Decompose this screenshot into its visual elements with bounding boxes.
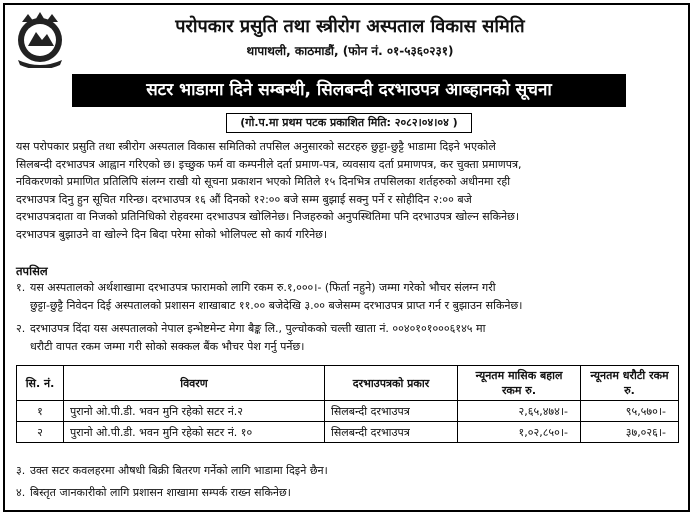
table-cell: २,६५,४७४।- — [458, 401, 581, 422]
table-cell: सिलबन्दी दरभाउपत्र — [325, 422, 458, 443]
government-emblem-icon — [14, 10, 66, 68]
organization-address: थापाथली, काठमाडौं, (फोन नं. ०१-५३६०२३१) — [246, 44, 454, 58]
table-cell: १ — [17, 401, 64, 422]
intro-line: दरभाउपत्र बुझाउने वा खोल्ने दिन बिदा परेमा सोको भोलिपल्ट सो कार्य गरिनेछ। — [16, 227, 328, 241]
list-item-line: छुट्टा-छुट्टै निवेदन दिई अस्पतालको प्रशासन शाखाबाट ११.०० बजेदेखि ३.०० बजेसम्म दरभाउपत्र प्राप्त गर्न र बुझाउन सकिनेछ। — [30, 298, 523, 312]
table-row — [17, 422, 679, 443]
list-item — [16, 462, 679, 480]
column-header: सि. नं. — [17, 366, 64, 401]
column-header: विवरण — [64, 366, 325, 401]
table-cell: सिलबन्दी दरभाउपत्र — [325, 401, 458, 422]
list-item-line: धरौटी वापत रकम जम्मा गरी सोको सक्कल बैंक भौचर पेश गर्नु पर्नेछ। — [30, 339, 305, 353]
table-cell: ९५,५७०।- — [581, 401, 679, 422]
table-cell: पुरानो ओ.पी.डी. भवन मुनि रहेको सटर नं.२ — [64, 401, 325, 422]
publish-date: (गो.प.मा प्रथम पटक प्रकाशित मिति: २०८२।०४।०४ ) — [226, 113, 472, 133]
list-item-line: दरभाउपत्र दिंदा यस अस्पतालको नेपाल इन्भेष्टमेन्ट मेगा बैङ्क लि., पुल्चोकको चल्ती खाता नं. ००४०१०१०००६१४५ मा — [30, 322, 486, 335]
table-cell: २ — [17, 422, 64, 443]
table-row — [17, 401, 679, 422]
list-item-number: १. — [16, 281, 26, 294]
section-title: तपसिल — [16, 264, 48, 278]
column-header: न्यूनतम धरौटी रकम रु. — [581, 366, 679, 401]
list-item-line: यस अस्पतालको अर्थशाखामा दरभाउपत्र फारामको लागि रकम रु.१,०००।- (फिर्ता नहुने) जम्मा गरेको भौचर संलग्न गरी — [30, 281, 496, 294]
table-cell: १,०२,८५०।- — [458, 422, 581, 443]
list-item-number: २. — [16, 322, 26, 335]
shutter-table — [16, 365, 679, 443]
intro-line: यस परोपकार प्रसुति तथा स्त्रीरोग अस्पताल विकास समितिको तपसिल अनुसारको सटरहरु छुट्टा-छुट्टै भाडामा दिइने भएकोले — [16, 140, 496, 153]
list-item — [16, 279, 679, 314]
table-cell: ३७,०२६।- — [581, 422, 679, 443]
table-cell: पुरानो ओ.पी.डी. भवन मुनि रहेको सटर नं. १० — [64, 422, 325, 443]
list-item-line: उक्त सटर कवलहरमा औषधी बिक्री बितरण गर्नेको लागि भाडामा दिइने छैन। — [30, 464, 328, 477]
table-header-row — [17, 366, 679, 401]
list-item — [16, 484, 679, 502]
list-item-number: ४. — [16, 486, 26, 499]
list-item-number: ३. — [16, 464, 26, 477]
intro-paragraph — [16, 138, 679, 243]
list-item-line: बिस्तृत जानकारीको लागि प्रशासन शाखामा सम्पर्क राख्न सकिनेछ। — [30, 486, 291, 499]
column-header: न्यूनतम मासिक बहाल रकम रु. — [458, 366, 581, 401]
intro-line: सिलबन्दी दरभाउपत्र आह्वान गरिएको छ। इच्छुक फर्म वा कम्पनीले दर्ता प्रमाण-पत्र, व्यवसाय दर्ता प्रमाणपत्र, कर चुक्ता प्रमाणपत्र, — [16, 157, 522, 171]
column-header: दरभाउपत्रको प्रकार — [325, 366, 458, 401]
notice-title: सटर भाडामा दिने सम्बन्धी, सिलबन्दी दरभाउपत्र आब्हानको सूचना — [72, 74, 626, 107]
organization-name: परोपकार प्रसुति तथा स्त्रीरोग अस्पताल विकास समिति — [175, 16, 525, 37]
intro-line: दरभाउपत्रदाता वा निजको प्रतिनिधिको रोहवरमा दरभाउपत्र खोलिनेछ। निजहरुको अनुपस्थितिमा पनि दरभाउपत्र खोल्न सकिनेछ। — [16, 210, 520, 223]
list-item — [16, 320, 679, 355]
intro-line: दरभाउपत्र दिनु हुन सूचित गरिन्छ। दरभाउपत्र १६ औं दिनको १२:०० बजे सम्म बुझाई सक्नु पर्ने र सोहीदिन २:०० बजे — [16, 192, 472, 206]
intro-line: नविकरणको प्रमाणित प्रतिलिपि संलग्न राखी यो सूचना प्रकाशन भएको मितिले १५ दिनभित्र तपसिलका शर्तहरुको अधीनमा रही — [16, 175, 511, 188]
